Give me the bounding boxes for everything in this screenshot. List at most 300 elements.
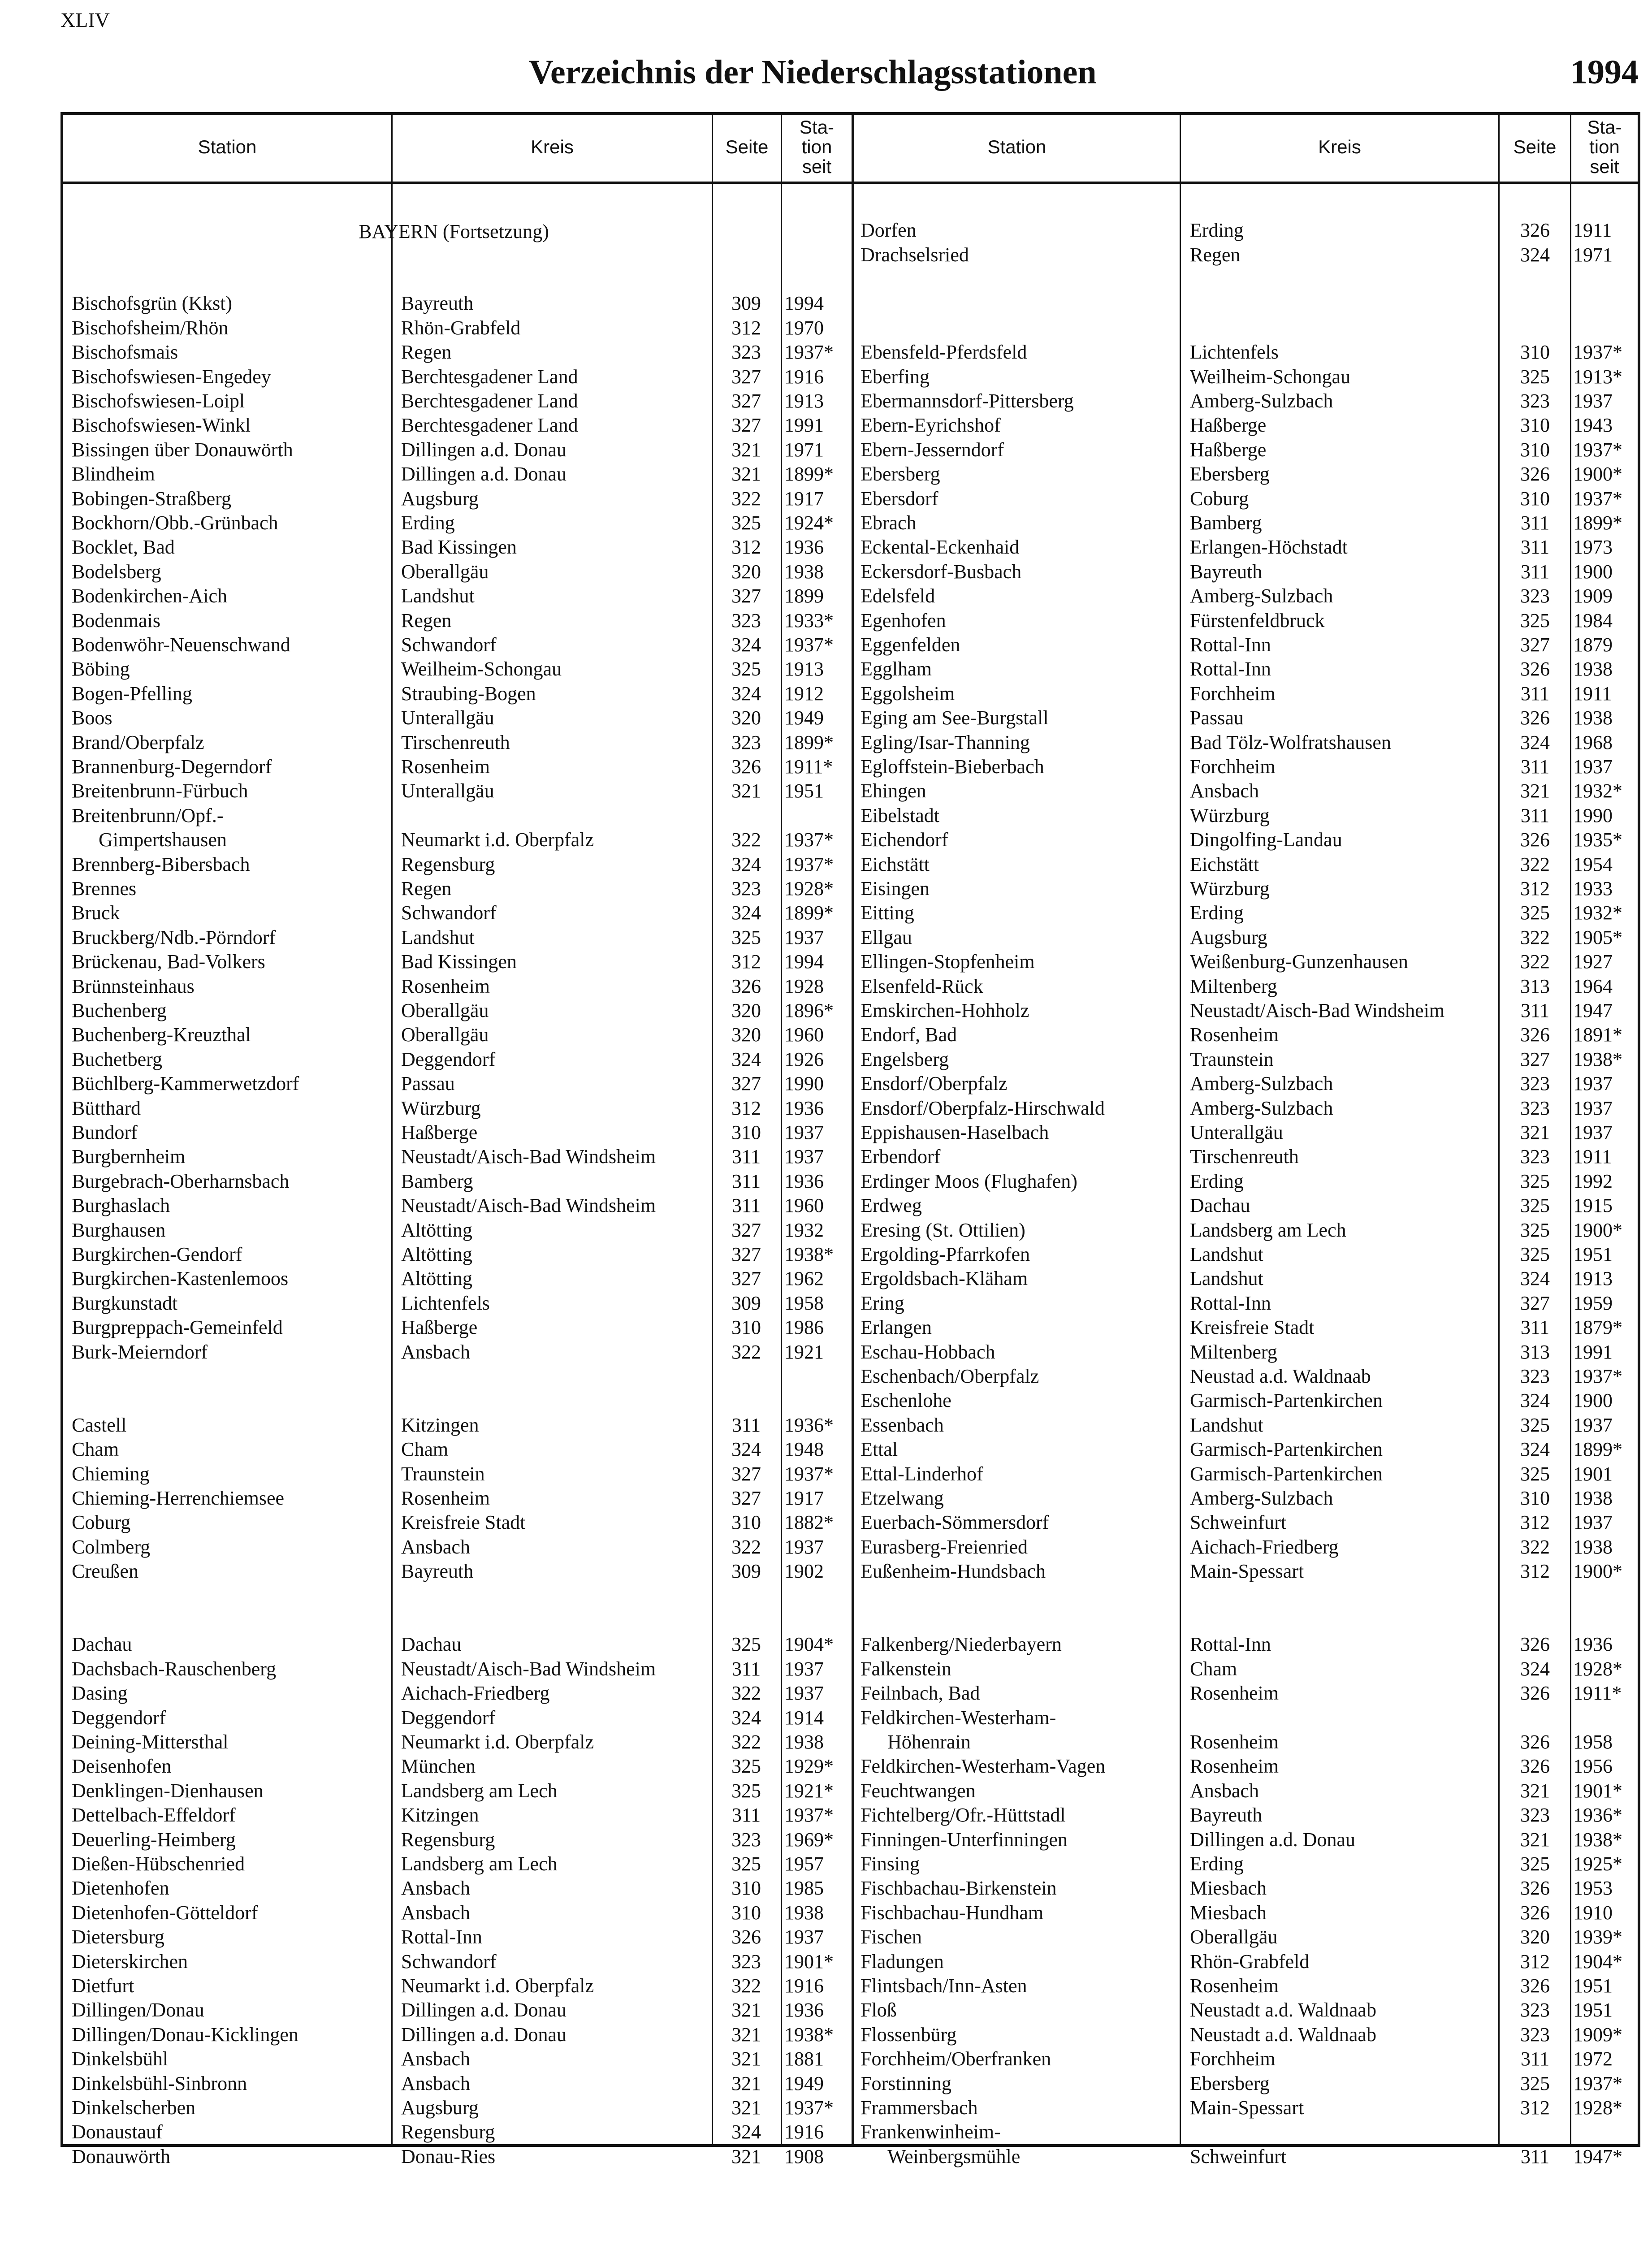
kreis-name: Deggendorf (401, 1706, 496, 1729)
station-name: Bischofsheim/Rhön (72, 316, 229, 339)
seite-value: 326 (1520, 1731, 1550, 1753)
station-name: Deining-Mittersthal (72, 1731, 229, 1753)
station-name: Bodenmais (72, 609, 160, 632)
seite-value: 311 (1520, 560, 1550, 583)
table-row (0, 1462, 1652, 1486)
station-name: Dieterskirchen (72, 1950, 188, 1973)
kreis-name: Cham (1190, 1657, 1237, 1680)
station-seit-value: 1936 (784, 1999, 824, 2021)
station-seit-value: 1994 (784, 292, 824, 315)
seite-value: 324 (731, 2121, 761, 2143)
seite-value: 325 (1520, 1853, 1550, 1875)
station-name: Denklingen-Dienhausen (72, 1779, 264, 1802)
kreis-name: Neustadt a.d. Waldnaab (1190, 1999, 1376, 2021)
kreis-name: Cham (401, 1438, 449, 1461)
kreis-name: Neustadt a.d. Waldnaab (1190, 2023, 1376, 2046)
station-seit-value: 1937 (784, 1121, 824, 1143)
station-seit-value: 1936 (784, 1097, 824, 1119)
table-row (0, 1876, 1652, 1900)
seite-value: 325 (1520, 902, 1550, 924)
kreis-name: Kreisfreie Stadt (401, 1511, 526, 1534)
station-name: Eschau-Hobbach (861, 1341, 995, 1363)
seite-value: 321 (731, 2048, 761, 2070)
kreis-name: Haßberge (1190, 414, 1267, 437)
station-name: Eibelstadt (861, 804, 939, 826)
station-name: Ensdorf/Oberpfalz (861, 1073, 1008, 1095)
station-name: Deggendorf (72, 1706, 166, 1729)
kreis-name: Garmisch-Partenkirchen (1190, 1438, 1383, 1461)
station-name: Deuerling-Heimberg (72, 1828, 236, 1851)
station-seit-value: 1937 (784, 1657, 824, 1680)
table-row (0, 1779, 1652, 1803)
kreis-name: Kitzingen (401, 1804, 479, 1826)
seite-value: 326 (1520, 1682, 1550, 1705)
station-name: Erdinger Moos (Flughafen) (861, 1170, 1077, 1192)
table-row (0, 1047, 1652, 1072)
seite-value: 313 (1520, 975, 1550, 997)
seite-value: 322 (1520, 1536, 1550, 1558)
seite-value: 320 (731, 1024, 761, 1046)
station-seit-value: 1937* (784, 853, 834, 875)
table-row (0, 218, 1652, 242)
station-seit-value: 1949 (784, 2072, 824, 2094)
station-name: Bissingen über Donauwörth (72, 438, 293, 461)
kreis-name: Eichstätt (1190, 853, 1259, 875)
kreis-name: Lichtenfels (401, 1292, 490, 1314)
station-seit-value: 1985 (784, 1877, 824, 1899)
table-row (0, 1120, 1652, 1145)
station-seit-value: 1900* (1573, 1560, 1622, 1583)
seite-value: 311 (731, 1414, 761, 1436)
station-seit-value: 1938* (784, 2023, 834, 2046)
station-name: Ellingen-Stopfenheim (861, 951, 1035, 973)
kreis-name: Neustad a.d. Waldnaab (1190, 1365, 1371, 1387)
station-name: Bischofswiesen-Engedey (72, 365, 271, 388)
header-seite: Seite (725, 136, 769, 157)
seite-value: 325 (731, 926, 761, 948)
station-name: Falkenstein (861, 1657, 951, 1680)
seite-value: 321 (731, 2023, 761, 2046)
seite-value: 312 (731, 951, 761, 973)
station-name: Breitenbrunn/Opf.- (72, 804, 224, 826)
station-seit-value: 1916 (784, 1975, 824, 1997)
seite-value: 320 (731, 999, 761, 1021)
seite-value: 311 (1520, 2048, 1550, 2070)
station-name: Bogen-Pfelling (72, 682, 192, 705)
station-name: Feldkirchen-Westerham-Vagen (861, 1755, 1106, 1778)
seite-value: 321 (731, 780, 761, 802)
table-row (0, 609, 1652, 633)
seite-value: 323 (1520, 390, 1550, 412)
seite-value: 327 (731, 585, 761, 607)
kreis-name: Landsberg am Lech (1190, 1219, 1346, 1241)
table-row (0, 1315, 1652, 1340)
seite-value: 311 (731, 1194, 761, 1217)
station-name: Ergolding-Pfarrkofen (861, 1243, 1030, 1265)
seite-value: 327 (1520, 634, 1550, 656)
station-name: Burgpreppach-Gemeinfeld (72, 1316, 283, 1339)
station-name: Eggenfelden (861, 634, 960, 656)
table-row (0, 1559, 1652, 1583)
table-row (0, 901, 1652, 925)
kreis-name: Neustadt/Aisch-Bad Windsheim (401, 1194, 656, 1217)
table-row (0, 438, 1652, 462)
kreis-name: Aichach-Friedberg (401, 1682, 550, 1705)
station-name: Bodenkirchen-Aich (72, 585, 227, 607)
station-seit-value: 1969* (784, 1828, 834, 1851)
station-seit-value: 1916 (784, 2121, 824, 2143)
table-row (0, 1901, 1652, 1925)
seite-value: 310 (731, 1121, 761, 1143)
kreis-name: Landsberg am Lech (401, 1853, 558, 1875)
table-row (0, 950, 1652, 974)
station-name: Ebersberg (861, 463, 940, 485)
seite-value: 311 (1520, 536, 1550, 558)
kreis-name: Rosenheim (401, 975, 490, 997)
kreis-name: Rosenheim (1190, 1975, 1279, 1997)
station-name: Böbing (72, 658, 130, 680)
table-row (0, 755, 1652, 779)
station-name: Burgkirchen-Gendorf (72, 1243, 242, 1265)
station-name: Bischofswiesen-Winkl (72, 414, 251, 437)
seite-value: 324 (1520, 243, 1550, 266)
seite-value: 322 (731, 1536, 761, 1558)
station-name: Chieming-Herrenchiemsee (72, 1487, 285, 1509)
seite-value: 324 (731, 1438, 761, 1461)
kreis-name: Würzburg (1190, 804, 1270, 826)
seite-value: 323 (731, 341, 761, 363)
seite-value: 326 (1520, 658, 1550, 680)
station-name: Bodelsberg (72, 560, 161, 583)
station-seit-value: 1902 (784, 1560, 824, 1583)
station-name: Ebermannsdorf-Pittersberg (861, 390, 1074, 412)
kreis-name: Rottal-Inn (401, 1926, 482, 1948)
seite-value: 310 (1520, 438, 1550, 461)
station-name: Breitenbrunn-Fürbuch (72, 780, 248, 802)
station-name: Finningen-Unterfinningen (861, 1828, 1068, 1851)
station-name: Eschenlohe (861, 1389, 951, 1412)
station-seit-value: 1911* (784, 756, 833, 778)
kreis-name: Garmisch-Partenkirchen (1190, 1389, 1383, 1412)
station-seit-value: 1947* (1573, 2145, 1622, 2167)
kreis-name: Deggendorf (401, 1048, 496, 1070)
seite-value: 310 (731, 1316, 761, 1339)
seite-value: 323 (1520, 1097, 1550, 1119)
station-name: Dillingen/Donau (72, 1999, 204, 2021)
seite-value: 327 (1520, 1048, 1550, 1070)
station-seit-value: 1913 (784, 390, 824, 412)
station-name: Drachselsried (861, 243, 969, 266)
station-name: Forchheim/Oberfranken (861, 2048, 1051, 2070)
kreis-name: Aichach-Friedberg (1190, 1536, 1339, 1558)
seite-value: 311 (1520, 999, 1550, 1021)
station-seit-value: 1968 (1573, 731, 1613, 753)
table-row (0, 1145, 1652, 1169)
station-name: Bischofsmais (72, 341, 178, 363)
page-label: XLIV (61, 9, 110, 31)
station-name: Dachsbach-Rauschenberg (72, 1657, 277, 1680)
station-seit-value: 1984 (1573, 609, 1613, 632)
kreis-name: Ansbach (401, 2048, 470, 2070)
station-name: Dillingen/Donau-Kicklingen (72, 2023, 298, 2046)
station-name: Eitting (861, 902, 914, 924)
seite-value: 322 (731, 487, 761, 510)
kreis-name: Forchheim (1190, 2048, 1276, 2070)
seite-value: 326 (731, 975, 761, 997)
station-seit-value: 1960 (784, 1194, 824, 1217)
station-seit-value: 1937 (784, 1926, 824, 1948)
seite-value: 324 (731, 682, 761, 705)
kreis-name: Rosenheim (1190, 1024, 1279, 1046)
seite-value: 323 (1520, 2023, 1550, 2046)
table-row (0, 389, 1652, 413)
station-seit-value: 1911 (1573, 1146, 1612, 1168)
seite-value: 324 (1520, 1389, 1550, 1412)
seite-value: 326 (1520, 463, 1550, 485)
seite-value: 321 (1520, 1121, 1550, 1143)
seite-value: 324 (731, 902, 761, 924)
seite-value: 312 (731, 536, 761, 558)
station-seit-value: 1951 (1573, 1999, 1613, 2021)
station-name: Eppishausen-Haselbach (861, 1121, 1049, 1143)
kreis-name: Dillingen a.d. Donau (401, 2023, 567, 2046)
kreis-name: Landsberg am Lech (401, 1779, 558, 1802)
station-name: Ettal (861, 1438, 898, 1461)
seite-value: 324 (731, 1706, 761, 1729)
station-name: Egglham (861, 658, 932, 680)
kreis-name: Rosenheim (401, 756, 490, 778)
station-name: Egenhofen (861, 609, 946, 632)
station-seit-value: 1899* (1573, 1438, 1622, 1461)
station-seit-value: 1962 (784, 1268, 824, 1290)
header-kreis: Kreis (1318, 136, 1361, 157)
table-row (0, 1413, 1652, 1437)
station-name: Floß (861, 1999, 897, 2021)
kreis-name: Bad Tölz-Wolfratshausen (1190, 731, 1391, 753)
seite-value: 325 (1520, 1462, 1550, 1485)
table-row (0, 1657, 1652, 1681)
station-seit-value: 1951 (1573, 1243, 1613, 1265)
kreis-name: Neustadt/Aisch-Bad Windsheim (1190, 999, 1445, 1021)
kreis-name: Regensburg (401, 2121, 495, 2143)
kreis-name: Dachau (1190, 1194, 1250, 1217)
kreis-name: Weilheim-Schongau (401, 658, 562, 680)
kreis-name: Amberg-Sulzbach (1190, 1487, 1333, 1509)
station-seit-value: 1900* (1573, 463, 1622, 485)
kreis-name: Ansbach (401, 1901, 470, 1924)
table-row (0, 1267, 1652, 1291)
table-row (0, 1194, 1652, 1218)
seite-value: 327 (731, 1268, 761, 1290)
seite-value: 321 (731, 1999, 761, 2021)
seite-value: 310 (1520, 487, 1550, 510)
kreis-name: Haßberge (401, 1316, 478, 1339)
table-row (0, 1072, 1652, 1096)
table-row (0, 779, 1652, 803)
station-seit-value: 1901* (784, 1950, 834, 1973)
station-seit-value: 1879* (1573, 1316, 1622, 1339)
kreis-name: Würzburg (1190, 878, 1270, 900)
seite-value: 310 (731, 1877, 761, 1899)
table-row (0, 1754, 1652, 1778)
station-name: Brennberg-Bibersbach (72, 853, 250, 875)
station-name: Gimpertshausen (99, 829, 227, 851)
station-name: Euerbach-Sömmersdorf (861, 1511, 1049, 1534)
table-row (0, 1925, 1652, 1949)
station-name: Dasing (72, 1682, 128, 1705)
station-seit-value: 1910 (1573, 1901, 1613, 1924)
seite-value: 326 (1520, 1901, 1550, 1924)
station-seit-value: 1954 (1573, 853, 1613, 875)
table-row (0, 1706, 1652, 1730)
station-seit-value: 1938* (784, 1243, 834, 1265)
station-name: Dießen-Hübschenried (72, 1853, 245, 1875)
kreis-name: Landshut (1190, 1414, 1263, 1436)
station-name: Dinkelsbühl (72, 2048, 169, 2070)
kreis-name: Main-Spessart (1190, 1560, 1304, 1583)
seite-value: 310 (731, 1901, 761, 1924)
station-seit-value: 1928* (1573, 1657, 1622, 1680)
seite-value: 324 (731, 1048, 761, 1070)
table-row (0, 657, 1652, 681)
kreis-name: Kreisfreie Stadt (1190, 1316, 1315, 1339)
kreis-name: Erding (1190, 902, 1244, 924)
station-name: Burgbernheim (72, 1146, 186, 1168)
kreis-name: Augsburg (1190, 926, 1267, 948)
table-row (0, 413, 1652, 437)
table-row (0, 1389, 1652, 1413)
kreis-name: Würzburg (401, 1097, 481, 1119)
kreis-name: Bad Kissingen (401, 951, 517, 973)
kreis-name: Passau (1190, 707, 1244, 729)
station-seit-value: 1937* (784, 634, 834, 656)
station-seit-value: 1899* (1573, 512, 1622, 534)
kreis-name: Neustadt/Aisch-Bad Windsheim (401, 1657, 656, 1680)
seite-value: 321 (1520, 1828, 1550, 1851)
station-seit-value: 1937 (784, 1146, 824, 1168)
header-station-seit: Sta- tion seit (1587, 116, 1622, 177)
station-seit-value: 1904* (1573, 1950, 1622, 1973)
table-row (0, 560, 1652, 584)
kreis-name: Neumarkt i.d. Oberpfalz (401, 1731, 594, 1753)
kreis-name: Amberg-Sulzbach (1190, 390, 1333, 412)
kreis-name: Amberg-Sulzbach (1190, 1097, 1333, 1119)
kreis-name: München (401, 1755, 476, 1778)
station-name: Egling/Isar-Thanning (861, 731, 1030, 753)
station-name: Chieming (72, 1462, 150, 1485)
table-row (0, 1730, 1652, 1754)
station-seit-value: 1970 (784, 316, 824, 339)
station-seit-value: 1992 (1573, 1170, 1613, 1192)
station-seit-value: 1991 (1573, 1341, 1613, 1363)
table-row (0, 2023, 1652, 2047)
station-seit-value: 1937 (1573, 756, 1613, 778)
station-name: Castell (72, 1414, 127, 1436)
page-title: Verzeichnis der Niederschlagsstationen (529, 53, 1097, 91)
seite-value: 312 (1520, 1560, 1550, 1583)
kreis-name: Regen (401, 878, 452, 900)
seite-value: 323 (1520, 1073, 1550, 1095)
seite-value: 322 (731, 829, 761, 851)
station-seit-value: 1938 (1573, 658, 1613, 680)
station-seit-value: 1917 (784, 1487, 824, 1509)
station-seit-value: 1900* (1573, 1219, 1622, 1241)
kreis-name: Berchtesgadener Land (401, 390, 578, 412)
kreis-name: Unterallgäu (1190, 1121, 1283, 1143)
station-seit-value: 1991 (784, 414, 824, 437)
table-row (0, 243, 1652, 267)
station-name: Buchetberg (72, 1048, 163, 1070)
station-name: Bobingen-Straßberg (72, 487, 232, 510)
seite-value: 322 (1520, 926, 1550, 948)
table-row (0, 974, 1652, 999)
station-seit-value: 1937* (1573, 2072, 1622, 2094)
seite-value: 327 (731, 365, 761, 388)
station-name: Bundorf (72, 1121, 138, 1143)
station-seit-value: 1947 (1573, 999, 1613, 1021)
kreis-name: Main-Spessart (1190, 2097, 1304, 2119)
kreis-name: Bamberg (401, 1170, 473, 1192)
seite-value: 321 (731, 463, 761, 485)
kreis-name: Rhön-Grabfeld (401, 316, 521, 339)
kreis-name: Traunstein (1190, 1048, 1274, 1070)
station-name: Engelsberg (861, 1048, 949, 1070)
station-name: Eschenbach/Oberpfalz (861, 1365, 1039, 1387)
header-station: Station (987, 136, 1047, 157)
seite-value: 321 (1520, 780, 1550, 802)
seite-value: 324 (1520, 731, 1550, 753)
station-seit-value: 1911 (1573, 682, 1612, 705)
kreis-name: Erlangen-Höchstadt (1190, 536, 1348, 558)
seite-value: 325 (1520, 609, 1550, 632)
seite-value: 326 (1520, 1877, 1550, 1899)
kreis-name: Dillingen a.d. Donau (401, 438, 567, 461)
station-name: Bütthard (72, 1097, 141, 1119)
station-name: Eurasberg-Freienried (861, 1536, 1028, 1558)
table-row (0, 1340, 1652, 1364)
station-seit-value: 1973 (1573, 536, 1613, 558)
station-seit-value: 1921* (784, 1779, 834, 1802)
station-name: Dettelbach-Effeldorf (72, 1804, 236, 1826)
station-seit-value: 1990 (784, 1073, 824, 1095)
seite-value: 323 (1520, 585, 1550, 607)
kreis-name: Bayreuth (401, 1560, 474, 1583)
kreis-name: Regensburg (401, 1828, 495, 1851)
table-row (0, 926, 1652, 950)
seite-value: 321 (1520, 1779, 1550, 1802)
seite-value: 325 (1520, 2072, 1550, 2094)
station-seit-value: 1937* (784, 341, 834, 363)
station-name: Eisingen (861, 878, 930, 900)
kreis-name: Landshut (401, 926, 475, 948)
station-name: Boos (72, 707, 112, 729)
station-name: Ettal-Linderhof (861, 1462, 983, 1485)
kreis-name: Augsburg (401, 487, 479, 510)
station-name: Brünnsteinhaus (72, 975, 195, 997)
seite-value: 311 (1520, 682, 1550, 705)
station-name: Bockhorn/Obb.-Grünbach (72, 512, 278, 534)
station-name: Dinkelsbühl-Sinbronn (72, 2072, 247, 2094)
kreis-name: Erding (1190, 219, 1244, 242)
seite-value: 324 (1520, 1657, 1550, 1680)
station-seit-value: 1914 (784, 1706, 824, 1729)
station-seit-value: 1911* (1573, 1682, 1622, 1705)
station-seit-value: 1932* (1573, 780, 1622, 802)
station-seit-value: 1928 (784, 975, 824, 997)
table-row (0, 1852, 1652, 1876)
kreis-name: Regen (1190, 243, 1241, 266)
seite-value: 323 (1520, 1804, 1550, 1826)
